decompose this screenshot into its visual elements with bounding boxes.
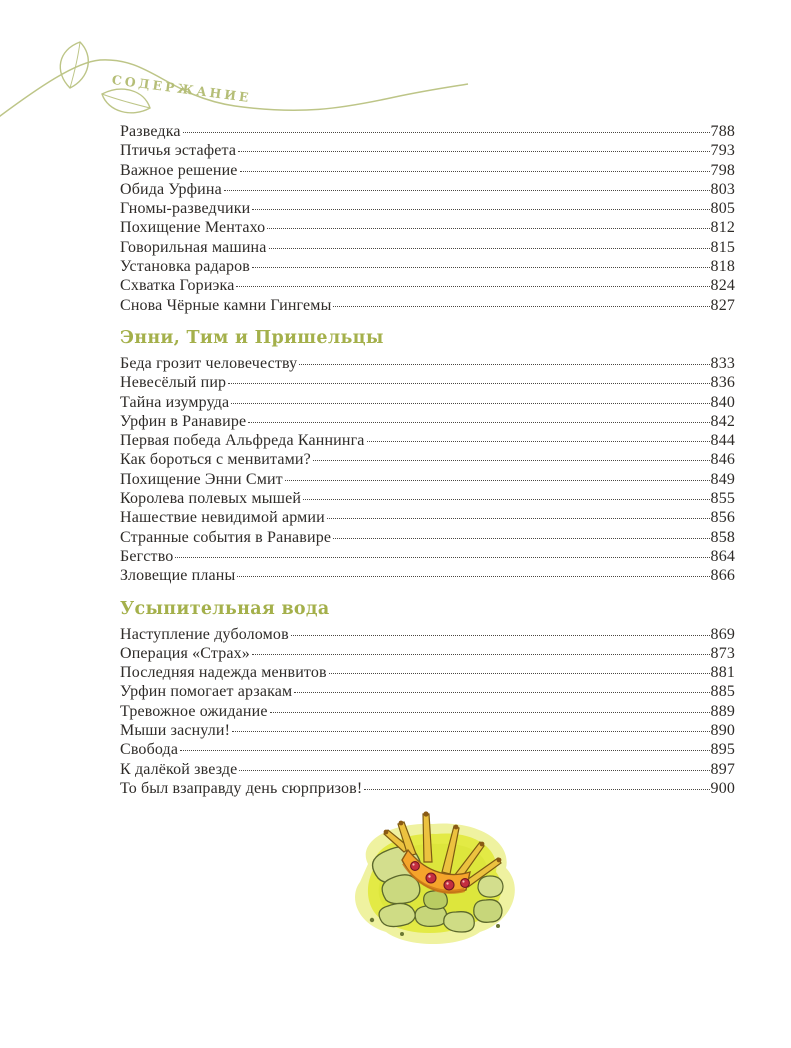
- entry-page-number: 864: [710, 547, 735, 565]
- toc-entry: [120, 740, 735, 759]
- entry-page-number: 793: [710, 142, 735, 160]
- dot-leader: [238, 151, 709, 152]
- entry-page-number: 827: [710, 296, 735, 314]
- entry-title: Важное решение: [120, 161, 238, 179]
- entry-title: Королева полевых мышей: [120, 490, 302, 508]
- entry-title: Тревожное ожидание: [120, 702, 268, 720]
- toc-entry: [120, 296, 735, 315]
- entry-title: Урфин в Ранавире: [120, 412, 247, 430]
- toc-entry: [120, 122, 735, 141]
- toc-entry: [120, 412, 735, 431]
- dot-leader: [228, 383, 709, 384]
- dot-leader: [175, 557, 709, 558]
- toc-entry: [120, 508, 735, 527]
- leaf-icon: [102, 89, 150, 113]
- dot-leader: [252, 209, 709, 210]
- dot-leader: [291, 635, 710, 636]
- toc-entry: [120, 431, 735, 450]
- toc: [120, 122, 735, 798]
- entry-title: Нашествие невидимой армии: [120, 509, 325, 527]
- entry-title: Странные события в Ранавире: [120, 528, 332, 546]
- dot-leader: [183, 132, 710, 133]
- dot-leader: [367, 441, 710, 442]
- entry-page-number: 897: [710, 760, 735, 778]
- entry-title: Как бороться с менвитами?: [120, 451, 311, 469]
- entry-title: Беда грозит человечеству: [120, 354, 298, 372]
- entry-page-number: 818: [710, 258, 735, 276]
- entry-page-number: 869: [710, 625, 735, 643]
- entry-page-number: 900: [710, 779, 735, 797]
- entry-title: Мыши заснули!: [120, 722, 231, 740]
- entry-page-number: 889: [710, 702, 735, 720]
- dot-leader: [231, 403, 709, 404]
- entry-page-number: 885: [710, 683, 735, 701]
- leaf-icon: [60, 42, 88, 88]
- toc-entry: [120, 276, 735, 295]
- entry-page-number: 812: [710, 219, 735, 237]
- toc-entry: [120, 663, 735, 682]
- dot-leader: [267, 228, 709, 229]
- entry-title: Тайна изумруда: [120, 393, 230, 411]
- dot-leader: [237, 576, 709, 577]
- dot-leader: [180, 750, 709, 751]
- toc-entry: [120, 566, 735, 585]
- dot-leader: [252, 654, 710, 655]
- toc-entry: [120, 644, 735, 663]
- entry-title: То был взаправду день сюрпризов!: [120, 779, 363, 797]
- entry-page-number: 858: [710, 528, 735, 546]
- entry-title: Установка радаров: [120, 258, 250, 276]
- entry-title: Птичья эстафета: [120, 142, 237, 160]
- dot-leader: [294, 692, 709, 693]
- dot-leader: [224, 190, 710, 191]
- toc-entry: [120, 141, 735, 160]
- dot-leader: [327, 518, 710, 519]
- entry-page-number: 805: [710, 200, 735, 218]
- entry-title: Обида Урфина: [120, 180, 222, 198]
- entry-title: Говорильная машина: [120, 238, 267, 256]
- vine-ornament: [0, 0, 500, 140]
- dot-leader: [239, 770, 709, 771]
- toc-entry: [120, 702, 735, 721]
- entry-page-number: 890: [710, 722, 735, 740]
- dot-leader: [232, 731, 709, 732]
- entry-title: Гномы-разведчики: [120, 200, 251, 218]
- crown-illustration: [338, 802, 530, 952]
- toc-entry: [120, 682, 735, 701]
- dot-leader: [240, 171, 710, 172]
- entry-page-number: 855: [710, 490, 735, 508]
- toc-entry: [120, 779, 735, 798]
- toc-entry: [120, 218, 735, 237]
- entry-page-number: 846: [710, 451, 735, 469]
- entry-title: Свобода: [120, 741, 179, 759]
- entry-title: Последняя надежда менвитов: [120, 664, 327, 682]
- dot-leader: [303, 499, 709, 500]
- entry-page-number: 842: [710, 412, 735, 430]
- toc-entry: [120, 257, 735, 276]
- entry-title: Первая победа Альфреда Каннинга: [120, 432, 365, 450]
- toc-entry: [120, 450, 735, 469]
- dot-leader: [269, 248, 710, 249]
- toc-entry: [120, 393, 735, 412]
- toc-entry: [120, 547, 735, 566]
- entry-page-number: 844: [710, 432, 735, 450]
- toc-entry: [120, 760, 735, 779]
- toc-entry: [120, 625, 735, 644]
- section-heading: Усыпительная вода: [120, 598, 330, 619]
- entry-page-number: 798: [710, 161, 735, 179]
- section-heading: Энни, Тим и Пришельцы: [120, 327, 384, 348]
- entry-page-number: 803: [710, 180, 735, 198]
- entry-title: Наступление дуболомов: [120, 625, 289, 643]
- entry-page-number: 873: [710, 644, 735, 662]
- entry-page-number: 856: [710, 509, 735, 527]
- entry-title: Разведка: [120, 123, 181, 140]
- dot-leader: [329, 673, 710, 674]
- dot-leader: [333, 306, 709, 307]
- entry-title: Операция «Страх»: [120, 644, 250, 662]
- toc-entry: [120, 373, 735, 392]
- entry-page-number: 815: [710, 238, 735, 256]
- dot-leader: [252, 267, 710, 268]
- entry-page-number: 840: [710, 393, 735, 411]
- dot-leader: [248, 422, 709, 423]
- dot-leader: [236, 286, 709, 287]
- entry-title: Бегство: [120, 547, 174, 565]
- dot-leader: [333, 538, 709, 539]
- page-title: СОДЕРЖАНИЕ: [111, 72, 253, 106]
- toc-entry: [120, 161, 735, 180]
- dot-leader: [299, 364, 709, 365]
- entry-title: Похищение Энни Смит: [120, 470, 283, 488]
- toc-entry: [120, 354, 735, 373]
- toc-entry: [120, 238, 735, 257]
- entry-title: К далёкой звезде: [120, 760, 238, 778]
- entry-page-number: 836: [710, 374, 735, 392]
- entry-page-number: 866: [710, 567, 735, 585]
- toc-entry: [120, 199, 735, 218]
- toc-entry: [120, 721, 735, 740]
- entry-page-number: 833: [710, 354, 735, 372]
- entry-title: Снова Чёрные камни Гингемы: [120, 296, 332, 314]
- entry-title: Схватка Гориэка: [120, 277, 235, 295]
- entry-title: Невесёлый пир: [120, 374, 227, 392]
- entry-page-number: 824: [710, 277, 735, 295]
- toc-entry: [120, 180, 735, 199]
- entry-page-number: 895: [710, 741, 735, 759]
- toc-entry: [120, 528, 735, 547]
- entry-title: Похищение Ментахо: [120, 219, 266, 237]
- toc-entry: [120, 470, 735, 489]
- dot-leader: [364, 789, 709, 790]
- entry-page-number: 788: [710, 123, 735, 140]
- entry-page-number: 881: [710, 664, 735, 682]
- dot-leader: [270, 712, 710, 713]
- entry-page-number: 849: [710, 470, 735, 488]
- entry-title: Зловещие планы: [120, 567, 236, 585]
- toc-entry: [120, 489, 735, 508]
- dot-leader: [285, 480, 710, 481]
- dot-leader: [313, 460, 710, 461]
- entry-title: Урфин помогает арзакам: [120, 683, 293, 701]
